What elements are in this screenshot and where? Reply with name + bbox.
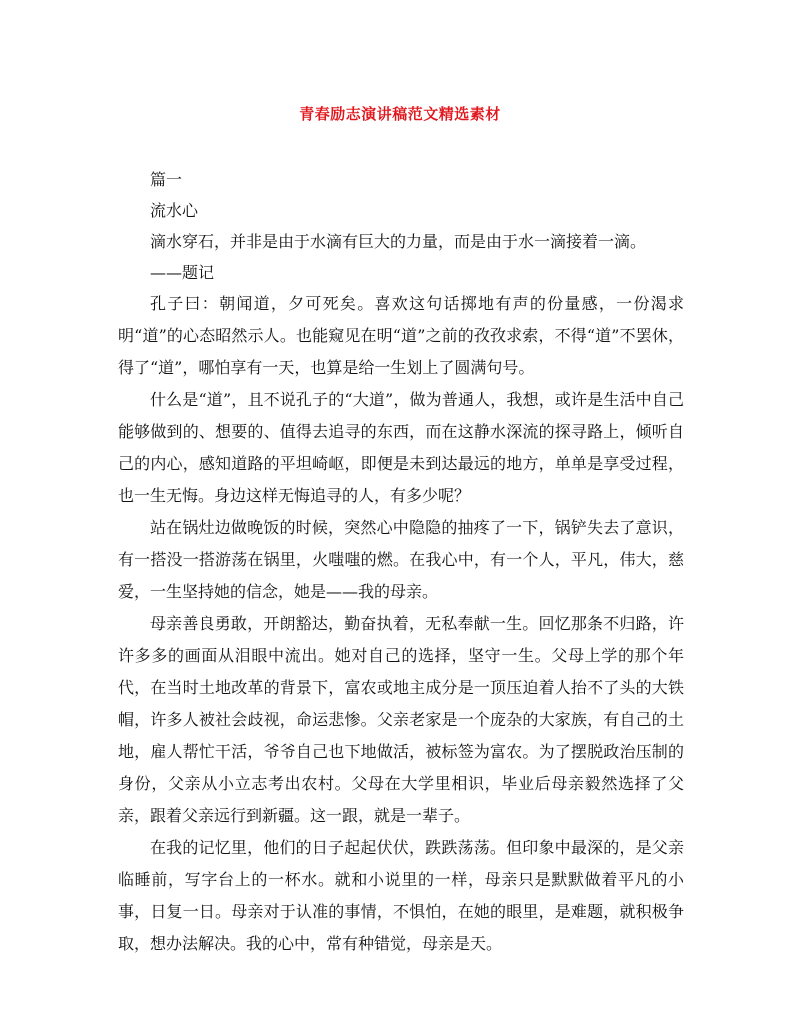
document-title: 青春励志演讲稿范文精选素材 bbox=[299, 105, 501, 123]
epigraph: 滴水穿石，并非是由于水滴有巨大的力量，而是由于水一滴接着一滴。 bbox=[150, 232, 647, 251]
paragraph: 站在锅灶边做晚饭的时候，突然心中隐隐的抽疼了一下，锅铲失去了意识，有一搭没一搭游荡在锅里，火嗤嗤的燃。在我心中，有一个人，平凡，伟大，慈爱，一生坚持她的信念，她是——我的母亲。 bbox=[118, 518, 684, 601]
section-label: 篇一 bbox=[150, 170, 183, 189]
paragraph: 什么是“道”，且不说孔子的“大道”，做为普通人，我想，或许是生活中自己能够做到的、想要的、值得去追寻的东西，而在这静水深流的探寻路上，倾听自己的内心，感知道路的平坦崎岖，即便是未到达最远的地方，单单是享受过程，也一生无悔。身边这样无悔追寻的人，有多少呢？ bbox=[118, 390, 684, 505]
paragraph: 孔子曰：朝闻道，夕可死矣。喜欢这句话掷地有声的份量感，一份渴求明“道”的心态昭然示人。也能窥见在明“道”之前的孜孜求索，不得“道”不罢休，得了“道”，哪怕享有一天，也算是给一生划上了圆满句号。 bbox=[118, 294, 684, 377]
paragraph: 母亲善良勇敢，开朗豁达，勤奋执着，无私奉献一生。回忆那条不归路，许许多多的画面从泪眼中流出。她对自己的选择，坚守一生。父母上学的那个年代，在当时土地改革的背景下，富农或地主成分是一顶压迫着人抬不了头的大铁帽，许多人被社会歧视，命运悲惨。父亲老家是一个庞杂的大家族，有自己的土地，雇人帮忙干活，爷爷自己也下地做活，被标签为富农。为了摆脱政治压制的身份，父亲从小立志考出农村。父母在大学里相识，毕业后母亲毅然选择了父亲，跟着父亲远行到新疆。这一跟，就是一辈子。 bbox=[118, 614, 684, 825]
document-body bbox=[118, 164, 684, 960]
essay-title: 流水心 bbox=[150, 201, 199, 220]
paragraph: 在我的记忆里，他们的日子起起伏伏，跌跌荡荡。但印象中最深的，是父亲临睡前，写字台上的一杯水。就和小说里的一样，母亲只是默默做着平凡的小事，日复一日。母亲对于认准的事情，不惧怕，在她的眼里，是难题，就积极争取，想办法解决。我的心中，常有种错觉，母亲是天。 bbox=[118, 838, 684, 953]
epigraph-note: ——题记 bbox=[150, 263, 215, 282]
